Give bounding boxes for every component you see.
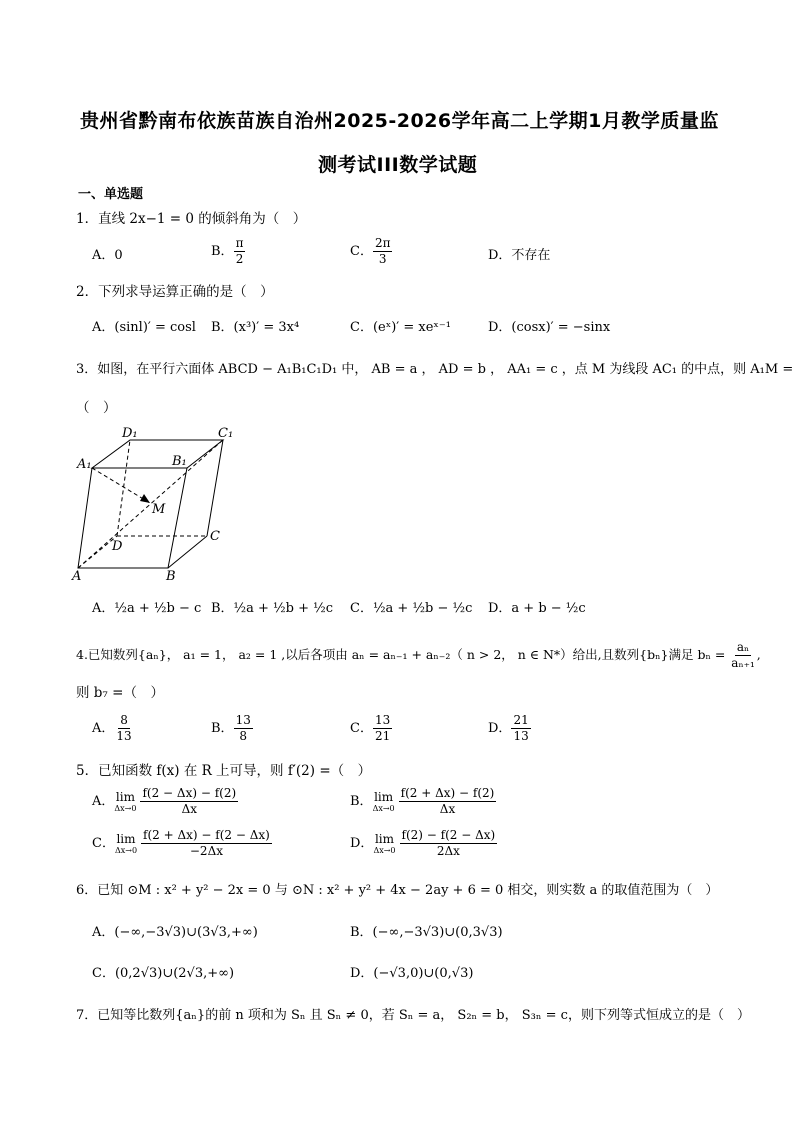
- q2-option-a: A．(sinl)′ = cosl: [92, 320, 196, 335]
- label-D: D: [112, 539, 123, 554]
- top-face: [92, 440, 223, 468]
- question-1-stem: 1．直线 2x−1 = 0 的倾斜角为（ ）: [76, 211, 307, 227]
- q1-option-a: A．0: [92, 248, 123, 263]
- label-B1: B₁: [172, 454, 187, 469]
- label-C1: C₁: [218, 426, 234, 441]
- q5-option-d: D． lim Δx→0 $\frac{f(2) - f(2 - \Delta x)}{2\Delta x}$: [350, 828, 496, 858]
- q4-option-d: D． $\frac{21}{13}$: [488, 713, 529, 743]
- arrow-head: [140, 494, 150, 503]
- q5-option-c: C． lim Δx→0 $\frac{f(2 + \Delta x) - f(2 - \Delta x)}{-2\Delta x}$: [92, 828, 270, 858]
- question-6-stem: 6．已知 ⊙M : x² + y² − 2x = 0 与 ⊙N : x² + y² + 4x − 2ay + 6 = 0 相交，则实数 a 的取值范围为（ ）: [76, 883, 719, 898]
- edge-BC: [168, 536, 207, 568]
- q5-option-b: B． lim Δx→0 $\frac{f(2 + \Delta x) - f(2)}{\Delta x}$: [350, 786, 495, 816]
- q1-option-c: C． $\frac{2\pi}{3}$: [350, 236, 391, 266]
- parallelepiped-figure: [70, 422, 250, 582]
- label-A: A: [72, 569, 82, 582]
- question-7-stem: 7．已知等比数列{aₙ}的前 n 项和为 Sₙ 且 Sₙ ≠ 0，若 Sₙ = a， S₂ₙ = b， S₃ₙ = c，则下列等式恒成立的是（ ）: [76, 1008, 750, 1023]
- q5-option-a: A． lim Δx→0 $\frac{f(2 - \Delta x) - f(2)}{\Delta x}$: [92, 786, 237, 816]
- q3-option-c: C．½a + ½b − ½c: [350, 601, 473, 616]
- section-heading: 一、单选题: [78, 187, 144, 202]
- q4-option-b: B． $\frac{13}{8}$: [211, 713, 251, 743]
- edge-CC1: [207, 440, 223, 536]
- question-4-stem-tail: 则 b₇ =（ ）: [76, 685, 164, 701]
- q3-option-d: D．a + b − ½c: [488, 601, 586, 616]
- q2-option-c: C．(eˣ)′ = xeˣ⁻¹: [350, 320, 452, 335]
- q3-option-a: A．½a + ½b − c: [92, 601, 202, 616]
- page-title-line2: 测考试III数学试题: [318, 154, 478, 176]
- q3-option-b: B．½a + ½b + ½c: [211, 601, 334, 616]
- question-3-stem-tail: （ ）: [76, 400, 117, 416]
- edge-DD1: [117, 440, 130, 536]
- q1-option-b: B． $\frac{\pi}{2}$: [211, 236, 244, 266]
- q6-option-b: B．(−∞,−3√3)∪(0,3√3): [350, 925, 503, 940]
- question-2-stem: 2．下列求导运算正确的是（ ）: [76, 284, 274, 300]
- q2-option-d: D．(cosx)′ = −sinx: [488, 320, 611, 335]
- question-4-stem: 4.已知数列{aₙ}， a₁ = 1， a₂ = 1 ,以后各项由 aₙ = aₙ₋₁ + aₙ₋₂（ n > 2， n ∈ N*）给出,且数列{bₙ}满足 bₙ = $\frac{\text{aₙ}}{\text{aₙ₊₁}}$ ,: [76, 640, 761, 670]
- q6-option-c: C．(0,2√3)∪(2√3,+∞): [92, 966, 235, 981]
- label-D1: D₁: [122, 426, 138, 441]
- question-3-stem: 3．如图，在平行六面体 ABCD − A₁B₁C₁D₁ 中， AB = a ， AD = b ， AA₁ = c ，点 M 为线段 AC₁ 的中点，则 A₁M =: [76, 362, 794, 377]
- question-5-stem: 5．已知函数 f(x) 在 R 上可导，则 f′(2) =（ ）: [76, 763, 372, 779]
- label-B: B: [166, 569, 176, 582]
- page-title-line1: 贵州省黔南布依族苗族自治州2025-2026学年高二上学期1月教学质量监: [80, 110, 719, 132]
- q1-option-d: D．不存在: [488, 248, 551, 263]
- segment-A1M: [92, 468, 150, 503]
- q6-option-d: D．(−√3,0)∪(0,√3): [350, 966, 474, 981]
- q6-option-a: A．(−∞,−3√3)∪(3√3,+∞): [92, 925, 258, 940]
- diagonal-AC1: [78, 440, 223, 568]
- q4-option-a: A． $\frac{8}{13}$: [92, 713, 132, 743]
- q4-option-c: C． $\frac{13}{21}$: [350, 713, 391, 743]
- q2-option-b: B．(x³)′ = 3x⁴: [211, 320, 300, 335]
- label-A1: A₁: [77, 457, 92, 472]
- label-M: M: [152, 502, 166, 517]
- label-C: C: [210, 529, 220, 544]
